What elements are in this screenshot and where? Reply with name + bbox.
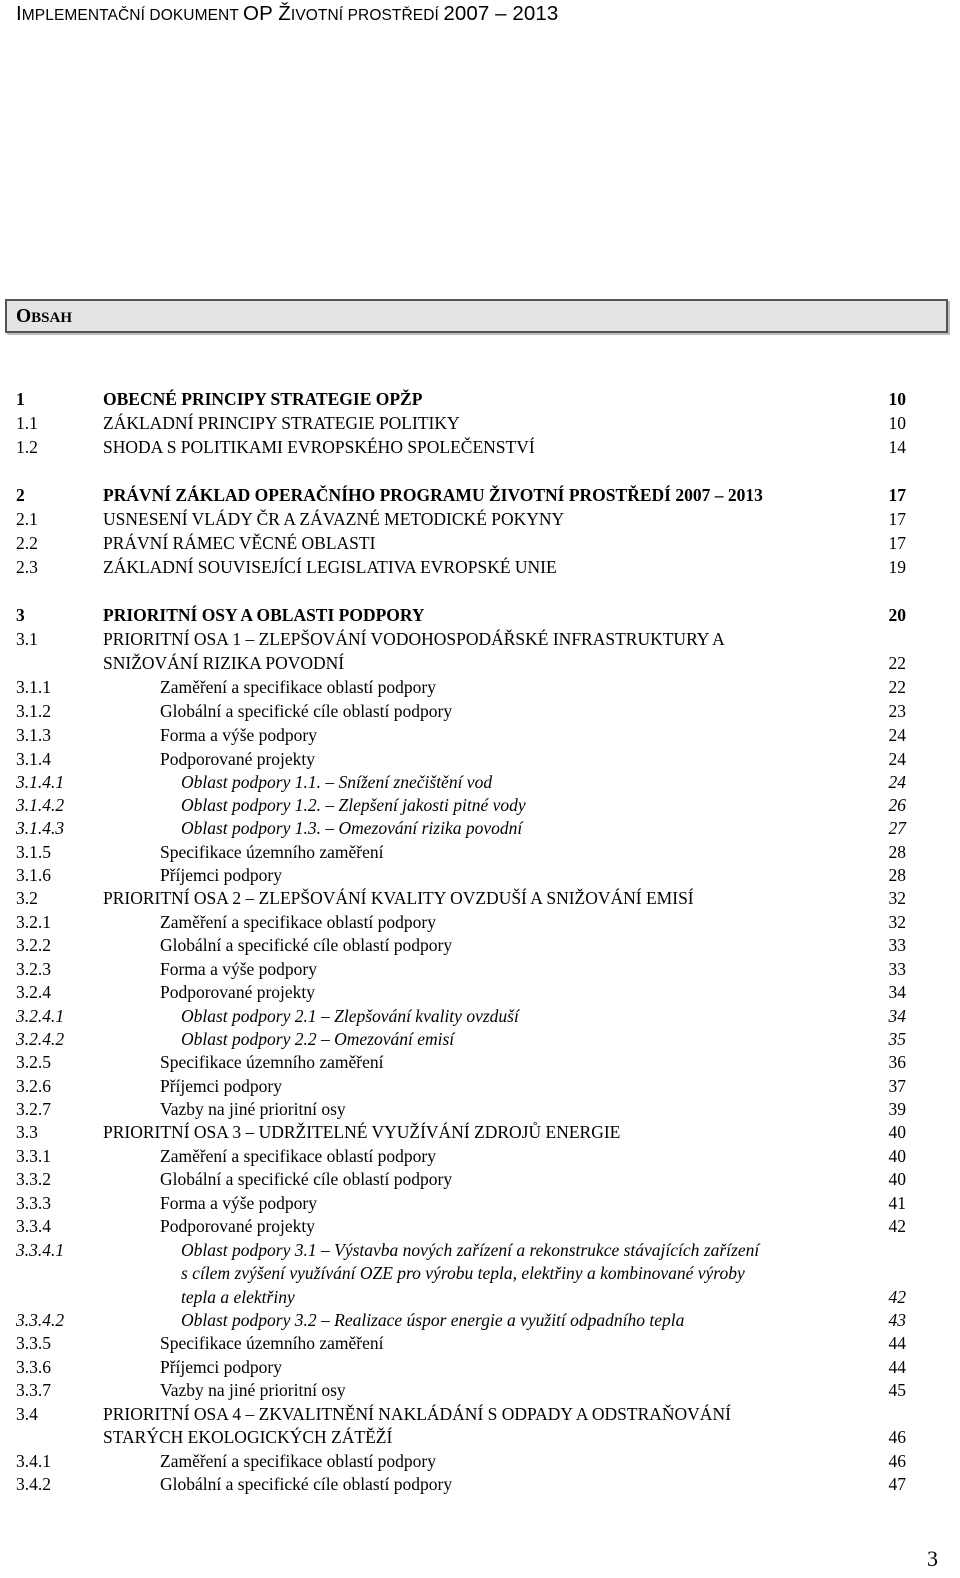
toc-entry-number: 3.3.1 (16, 1146, 51, 1166)
toc-entry-number: 1 (16, 389, 25, 409)
toc-entry-page: 41 (888, 1193, 906, 1213)
toc-entry-page: 28 (888, 865, 906, 885)
toc-entry-page: 32 (888, 888, 906, 908)
toc-entry[interactable] (16, 627, 906, 651)
toc-entry[interactable] (16, 1402, 906, 1426)
toc-entry-page: 42 (888, 1216, 906, 1236)
toc-entry-page: 24 (888, 749, 906, 769)
toc-entry-title: Globální a specifické cíle oblastí podpory (160, 701, 453, 721)
toc-entry-number: 3.1.3 (16, 725, 51, 745)
toc-entry-title: Globální a specifické cíle oblastí podpory (160, 935, 453, 955)
toc-entry-title: OBECNÉ PRINCIPY STRATEGIE OPŽP (103, 389, 423, 409)
toc-entry[interactable] (16, 651, 906, 675)
toc-entry-title: Oblast podpory 3.1 – Výstavba nových zařízení a rekonstrukce stávajících zařízení (181, 1240, 760, 1260)
toc-entry[interactable] (16, 1074, 906, 1098)
toc-entry-number: 1.2 (16, 437, 38, 457)
toc-entry[interactable] (16, 1050, 906, 1074)
toc-entry[interactable] (16, 793, 906, 817)
toc-entry-number: 3.3.4 (16, 1216, 51, 1236)
toc-entry-number: 2.2 (16, 533, 38, 553)
toc-entry-page: 22 (888, 677, 906, 697)
toc-entry-number: 3.3.4.1 (16, 1240, 65, 1260)
toc-title-first: O (16, 306, 32, 327)
toc-entry[interactable] (16, 747, 906, 771)
toc-entry-page: 32 (888, 912, 906, 932)
toc-entry[interactable] (16, 1355, 906, 1379)
toc-entry-title: Oblast podpory 1.3. – Omezování rizika povodní (181, 818, 523, 838)
toc-entry-page: 40 (888, 1122, 906, 1142)
toc-entry-number: 3.2.1 (16, 912, 51, 932)
toc-entry-number: 3.3.7 (16, 1380, 51, 1400)
toc-entry[interactable] (16, 1331, 906, 1355)
toc-entry-number: 3.1.1 (16, 677, 51, 697)
toc-entry[interactable] (16, 387, 906, 411)
toc-entry[interactable] (16, 1449, 906, 1473)
toc-entry-title: PRÁVNÍ ZÁKLAD OPERAČNÍHO PROGRAMU ŽIVOTNÍ PROSTŘEDÍ 2007 – 2013 (103, 485, 763, 505)
toc-entry-title: Podporované projekty (160, 982, 316, 1002)
toc-entry-page: 45 (888, 1380, 906, 1400)
toc-entry-page: 46 (888, 1451, 906, 1471)
toc-entry-number: 2.3 (16, 557, 38, 577)
toc-entry-title: PRIORITNÍ OSA 4 – ZKVALITNĚNÍ NAKLÁDÁNÍ S ODPADY A ODSTRAŇOVÁNÍ (103, 1404, 731, 1424)
toc-entry-title: tepla a elektřiny (181, 1287, 295, 1307)
toc-entry-page: 39 (888, 1099, 906, 1119)
toc-entry[interactable] (16, 1238, 906, 1262)
toc-entry-page: 44 (888, 1357, 906, 1377)
toc-entry-title: SNIŽOVÁNÍ RIZIKA POVODNÍ (103, 653, 345, 673)
toc-entry-number: 3.2.4.2 (16, 1029, 65, 1049)
toc-entry-title: Oblast podpory 3.2 – Realizace úspor energie a využití odpadního tepla (181, 1310, 685, 1330)
toc-entry-title: Forma a výše podpory (160, 725, 317, 745)
toc-entry[interactable] (16, 957, 906, 981)
toc-entry-number: 3.3.5 (16, 1333, 51, 1353)
header-first-letter: I (16, 2, 22, 25)
toc-entry-number: 3.3 (16, 1122, 38, 1142)
toc-entry[interactable] (16, 1144, 906, 1168)
toc-entry-page: 36 (888, 1052, 906, 1072)
toc-entry-number: 3.1.4.3 (16, 818, 65, 838)
toc-entry-title: PRIORITNÍ OSA 1 – ZLEPŠOVÁNÍ VODOHOSPODÁŘSKÉ INFRASTRUKTURY A (103, 629, 725, 649)
toc-entry-page: 24 (888, 772, 906, 792)
toc-entry[interactable] (16, 699, 906, 723)
toc-entry-title: ZÁKLADNÍ PRINCIPY STRATEGIE POLITIKY (103, 413, 460, 433)
toc-entry-page: 17 (888, 509, 906, 529)
toc-entry-title: Příjemci podpory (160, 865, 282, 885)
toc-entry-title: Forma a výše podpory (160, 1193, 317, 1213)
toc-entry-page: 47 (888, 1474, 906, 1494)
toc-entry-title: Zaměření a specifikace oblastí podpory (160, 1146, 437, 1166)
toc-entry[interactable] (16, 886, 906, 910)
toc-entry-number: 3.2.7 (16, 1099, 51, 1119)
toc-entry-title: Zaměření a specifikace oblastí podpory (160, 1451, 437, 1471)
toc-entry-number: 3.1.4 (16, 749, 51, 769)
toc-entry-page: 44 (888, 1333, 906, 1353)
toc-entry-number: 3.1.5 (16, 842, 51, 862)
toc-entry[interactable] (16, 435, 906, 459)
toc-entry-page: 46 (888, 1427, 906, 1447)
toc-entry-page: 34 (888, 982, 906, 1002)
toc-entry-title: Oblast podpory 2.2 – Omezování emisí (181, 1029, 455, 1049)
toc-entry-number: 3.3.3 (16, 1193, 51, 1213)
toc-entry[interactable] (16, 1308, 906, 1332)
toc-entry-page: 19 (888, 557, 906, 577)
toc-entry[interactable] (16, 1425, 906, 1449)
toc-entry-page: 34 (888, 1006, 906, 1026)
toc-entry[interactable] (16, 1214, 906, 1238)
toc-title-rest: BSAH (31, 310, 73, 326)
toc-entry-title: Specifikace územního zaměření (160, 842, 384, 862)
toc-entry-page: 14 (888, 437, 906, 457)
toc-entry[interactable] (16, 1285, 906, 1309)
toc-entry-number: 3.2.4 (16, 982, 51, 1002)
toc-entry-number: 3.2.6 (16, 1076, 51, 1096)
toc-entry[interactable] (16, 816, 906, 840)
toc-entry[interactable] (16, 555, 906, 579)
toc-entry-title: Globální a specifické cíle oblastí podpory (160, 1169, 453, 1189)
toc-entry-page: 35 (888, 1029, 906, 1049)
toc-entry-title: PRIORITNÍ OSY A OBLASTI PODPORY (103, 605, 425, 625)
toc-entry-number: 2 (16, 485, 25, 505)
toc-entry-number: 3.1.2 (16, 701, 51, 721)
toc-entry-title: Zaměření a specifikace oblastí podpory (160, 912, 437, 932)
toc-entry-title: Specifikace územního zaměření (160, 1052, 384, 1072)
toc-entry-number: 3.1.4.2 (16, 795, 65, 815)
toc-entry-title: Oblast podpory 2.1 – Zlepšování kvality ovzduší (181, 1006, 519, 1026)
toc-entry-title: s cílem zvýšení využívání OZE pro výrobu tepla, elektřiny a kombinované výroby (181, 1263, 745, 1283)
toc-entry[interactable] (16, 603, 906, 627)
toc-entry[interactable] (16, 483, 906, 507)
toc-entry-number: 3.4 (16, 1404, 38, 1424)
toc-entry[interactable] (16, 1097, 906, 1121)
toc-entry-number: 1.1 (16, 413, 38, 433)
toc-entry-page: 42 (888, 1287, 906, 1307)
header-years: 2007 – 2013 (443, 2, 559, 25)
header-caps-1: MPLEMENTAČNÍ DOKUMENT (21, 7, 244, 24)
toc-entry[interactable] (16, 723, 906, 747)
toc-entry-number: 3.2 (16, 888, 38, 908)
toc-entry-title: ZÁKLADNÍ SOUVISEJÍCÍ LEGISLATIVA EVROPSKÉ UNIE (103, 557, 557, 577)
toc-entry-page: 40 (888, 1146, 906, 1166)
toc-entry-title: Příjemci podpory (160, 1357, 282, 1377)
toc-entry[interactable] (16, 840, 906, 864)
toc-entry-page: 20 (888, 605, 906, 625)
toc-entry-number: 3.2.2 (16, 935, 51, 955)
toc-entry-number: 3.4.1 (16, 1451, 51, 1471)
toc-entry-page: 10 (888, 389, 906, 409)
toc-entry-page: 23 (888, 701, 906, 721)
toc-entry-title: Forma a výše podpory (160, 959, 317, 979)
toc-entry[interactable] (16, 980, 906, 1004)
toc-entry[interactable] (16, 910, 906, 934)
toc-entry-page: 43 (888, 1310, 906, 1330)
toc-entry-title: Oblast podpory 1.1. – Snížení znečištění vod (181, 772, 493, 792)
toc-entry-number: 3.3.4.2 (16, 1310, 65, 1330)
toc-entry-number: 3.4.2 (16, 1474, 51, 1494)
toc-entry[interactable] (16, 863, 906, 887)
toc-entry[interactable] (16, 1004, 906, 1028)
toc-entry-number: 3.3.2 (16, 1169, 51, 1189)
toc-entry-number: 3.1.4.1 (16, 772, 65, 792)
toc-entry-page: 17 (888, 485, 906, 505)
toc-entry[interactable] (16, 531, 906, 555)
toc-entry[interactable] (16, 1027, 906, 1051)
toc-entry-number: 3.2.4.1 (16, 1006, 65, 1026)
toc-entry-page: 10 (888, 413, 906, 433)
toc-entry-title: USNESENÍ VLÁDY ČR A ZÁVAZNÉ METODICKÉ POKYNY (103, 509, 565, 529)
header-op: OP Ž (243, 2, 291, 25)
toc-entry-title: Příjemci podpory (160, 1076, 282, 1096)
toc-entry[interactable] (16, 1120, 906, 1144)
toc-entry-page: 33 (888, 935, 906, 955)
toc-entry[interactable] (16, 1261, 906, 1285)
toc-entry[interactable] (16, 507, 906, 531)
toc-entry-page: 37 (888, 1076, 906, 1096)
toc-entry-number: 3.1 (16, 629, 38, 649)
toc-entry-page: 22 (888, 653, 906, 673)
toc-entry-number: 2.1 (16, 509, 38, 529)
toc-entry-page: 26 (888, 795, 906, 815)
toc-entry[interactable] (16, 1472, 906, 1496)
toc-entry-page: 17 (888, 533, 906, 553)
toc-entry-page: 27 (888, 818, 906, 838)
toc-entry-title: Podporované projekty (160, 1216, 316, 1236)
toc-entry-title: PRIORITNÍ OSA 2 – ZLEPŠOVÁNÍ KVALITY OVZDUŠÍ A SNIŽOVÁNÍ EMISÍ (103, 888, 694, 908)
toc-entry-title: SHODA S POLITIKAMI EVROPSKÉHO SPOLEČENSTVÍ (103, 437, 535, 457)
toc-entry[interactable] (16, 411, 906, 435)
toc-entry[interactable] (16, 675, 906, 699)
toc-entry-number: 3.1.6 (16, 865, 51, 885)
toc-entry-title: Oblast podpory 1.2. – Zlepšení jakosti pitné vody (181, 795, 526, 815)
toc-entry-title: PRÁVNÍ RÁMEC VĚCNÉ OBLASTI (103, 533, 376, 553)
toc-entry-title: PRIORITNÍ OSA 3 – UDRŽITELNÉ VYUŽÍVÁNÍ ZDROJŮ ENERGIE (103, 1122, 621, 1142)
toc-entry-number: 3.3.6 (16, 1357, 51, 1377)
toc-entry[interactable] (16, 1191, 906, 1215)
toc-entry-title: Vazby na jiné prioritní osy (160, 1099, 346, 1119)
toc-entry-page: 28 (888, 842, 906, 862)
toc-entry[interactable] (16, 1378, 906, 1402)
toc-entry-title: Specifikace územního zaměření (160, 1333, 384, 1353)
page-number: 3 (927, 1546, 938, 1571)
toc-entry[interactable] (16, 933, 906, 957)
toc-entry[interactable] (16, 1167, 906, 1191)
toc-entry-number: 3 (16, 605, 25, 625)
header-caps-2: IVOTNÍ PROSTŘEDÍ (290, 7, 444, 24)
toc-entry-title: Globální a specifické cíle oblastí podpory (160, 1474, 453, 1494)
toc-entry-number: 3.2.5 (16, 1052, 51, 1072)
toc-entry-title: Zaměření a specifikace oblastí podpory (160, 677, 437, 697)
toc-entry-title: Podporované projekty (160, 749, 316, 769)
toc-entry-page: 24 (888, 725, 906, 745)
toc-entry-title: Vazby na jiné prioritní osy (160, 1380, 346, 1400)
toc-entry-title: STARÝCH EKOLOGICKÝCH ZÁTĚŽÍ (103, 1427, 393, 1447)
toc-entry[interactable] (16, 770, 906, 794)
toc-entry-number: 3.2.3 (16, 959, 51, 979)
toc-entry-page: 40 (888, 1169, 906, 1189)
toc-entry-page: 33 (888, 959, 906, 979)
